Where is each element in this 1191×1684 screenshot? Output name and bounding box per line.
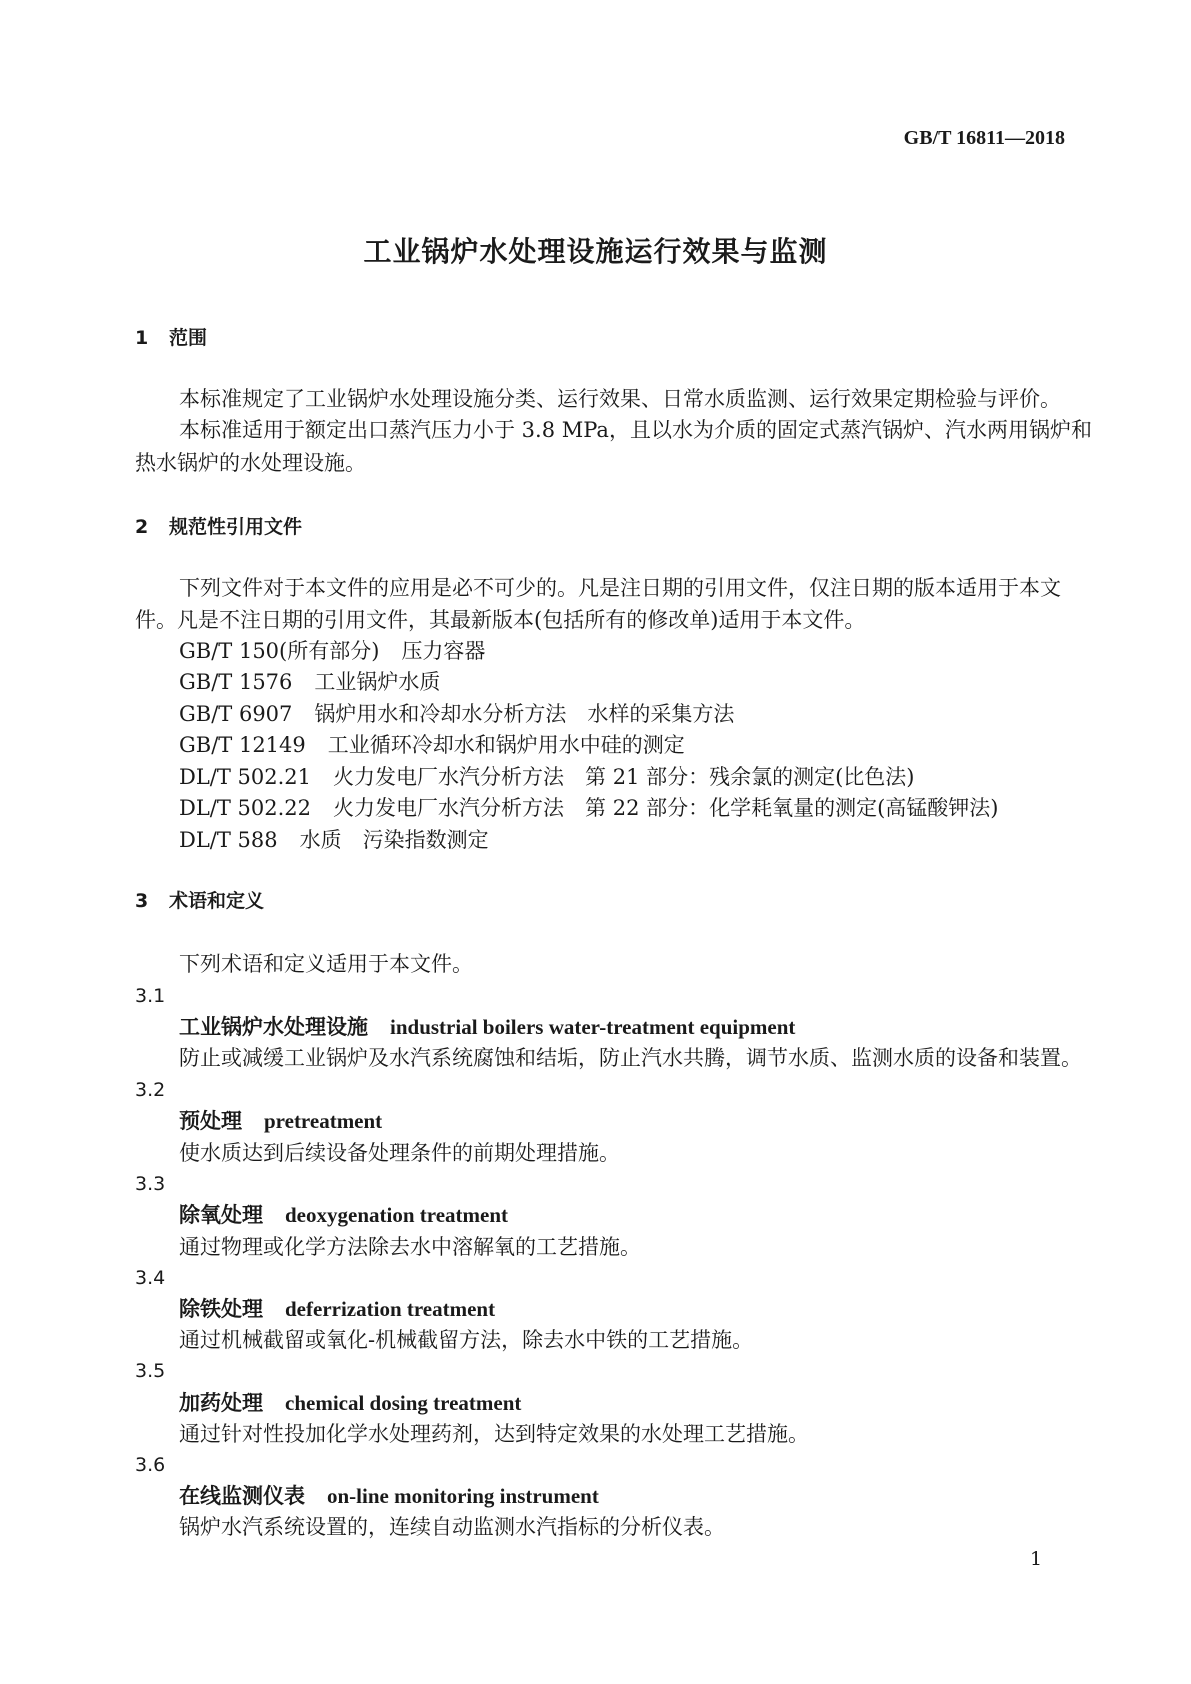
term-zh: 加药处理 xyxy=(179,1391,263,1415)
reference-code: GB/T 1576 xyxy=(179,670,293,694)
reference-item xyxy=(179,701,734,727)
page-number: 1 xyxy=(1030,1548,1043,1570)
section-title: 术语和定义 xyxy=(169,890,265,912)
term-heading xyxy=(179,1202,508,1228)
reference-item xyxy=(179,732,685,758)
section-heading-3 xyxy=(135,888,264,914)
term-zh: 预处理 xyxy=(179,1109,242,1133)
section-number: 3 xyxy=(135,890,149,912)
term-number: 3.1 xyxy=(135,985,166,1007)
section-number: 1 xyxy=(135,327,149,349)
section-heading-2 xyxy=(135,514,302,540)
term-number: 3.3 xyxy=(135,1173,166,1195)
reference-title: 锅炉用水和冷却水分析方法 水样的采集方法 xyxy=(314,702,735,726)
paragraph-line: 本标准适用于额定出口蒸汽压力小于 3.8 MPa，且以水为介质的固定式蒸汽锅炉、汽水两用锅炉和 xyxy=(179,418,1092,442)
term-en: deoxygenation treatment xyxy=(285,1203,508,1227)
paragraph-line: 热水锅炉的水处理设施。 xyxy=(135,451,366,475)
term-number: 3.2 xyxy=(135,1079,166,1101)
term-zh: 除铁处理 xyxy=(179,1297,263,1321)
term-zh: 除氧处理 xyxy=(179,1203,263,1227)
reference-code: DL/T 502.22 xyxy=(179,796,312,820)
term-number: 3.5 xyxy=(135,1360,166,1382)
term-definition: 使水质达到后续设备处理条件的前期处理措施。 xyxy=(179,1141,620,1165)
section-number: 2 xyxy=(135,516,149,538)
reference-title: 火力发电厂水汽分析方法 第 22 部分：化学耗氧量的测定(高锰酸钾法) xyxy=(333,796,999,820)
reference-item xyxy=(179,638,485,664)
term-heading xyxy=(179,1108,382,1134)
term-en: chemical dosing treatment xyxy=(285,1391,522,1415)
term-definition: 通过机械截留或氧化-机械截留方法，除去水中铁的工艺措施。 xyxy=(179,1328,754,1352)
paragraph-line: 下列术语和定义适用于本文件。 xyxy=(179,952,473,976)
term-en: industrial boilers water-treatment equipment xyxy=(390,1015,796,1039)
term-heading xyxy=(179,1296,495,1322)
reference-title: 工业循环冷却水和锅炉用水中硅的测定 xyxy=(327,733,685,757)
term-zh: 工业锅炉水处理设施 xyxy=(179,1015,368,1039)
term-heading xyxy=(179,1014,795,1040)
reference-title: 工业锅炉水质 xyxy=(314,670,441,694)
reference-code: GB/T 150(所有部分) xyxy=(179,639,380,663)
term-en: pretreatment xyxy=(264,1109,383,1133)
reference-code: GB/T 12149 xyxy=(179,733,306,757)
term-definition: 通过物理或化学方法除去水中溶解氧的工艺措施。 xyxy=(179,1235,641,1259)
term-definition: 通过针对性投加化学水处理药剂，达到特定效果的水处理工艺措施。 xyxy=(179,1422,809,1446)
reference-code: DL/T 588 xyxy=(179,828,278,852)
reference-title: 压力容器 xyxy=(401,639,486,663)
reference-code: GB/T 6907 xyxy=(179,702,293,726)
term-en: on-line monitoring instrument xyxy=(327,1484,599,1508)
reference-item xyxy=(179,764,915,790)
paragraph-line: 本标准规定了工业锅炉水处理设施分类、运行效果、日常水质监测、运行效果定期检验与评价。 xyxy=(179,387,1061,411)
reference-title: 水质 污染指数测定 xyxy=(299,828,489,852)
reference-code: DL/T 502.21 xyxy=(179,765,312,789)
section-title: 规范性引用文件 xyxy=(169,516,303,538)
term-heading xyxy=(179,1483,599,1509)
reference-item xyxy=(179,669,440,695)
reference-item xyxy=(179,827,489,853)
reference-title: 火力发电厂水汽分析方法 第 21 部分：残余氯的测定(比色法) xyxy=(333,765,915,789)
section-heading-1 xyxy=(135,325,207,351)
term-definition: 锅炉水汽系统设置的，连续自动监测水汽指标的分析仪表。 xyxy=(179,1515,725,1539)
term-zh: 在线监测仪表 xyxy=(179,1484,305,1508)
paragraph-line: 下列文件对于本文件的应用是必不可少的。凡是注日期的引用文件，仅注日期的版本适用于本文 xyxy=(179,576,1061,600)
term-en: deferrization treatment xyxy=(285,1297,496,1321)
paragraph-line: 件。凡是不注日期的引用文件，其最新版本(包括所有的修改单)适用于本文件。 xyxy=(135,608,866,632)
document-code: GB/T 16811—2018 xyxy=(903,127,1065,149)
term-number: 3.4 xyxy=(135,1267,166,1289)
term-heading xyxy=(179,1390,521,1416)
document-title: 工业锅炉水处理设施运行效果与监测 xyxy=(363,235,828,268)
term-number: 3.6 xyxy=(135,1454,166,1476)
reference-item xyxy=(179,795,999,821)
section-title: 范围 xyxy=(169,327,208,349)
term-definition: 防止或减缓工业锅炉及水汽系统腐蚀和结垢，防止汽水共腾，调节水质、监测水质的设备和装置。 xyxy=(179,1046,1082,1070)
